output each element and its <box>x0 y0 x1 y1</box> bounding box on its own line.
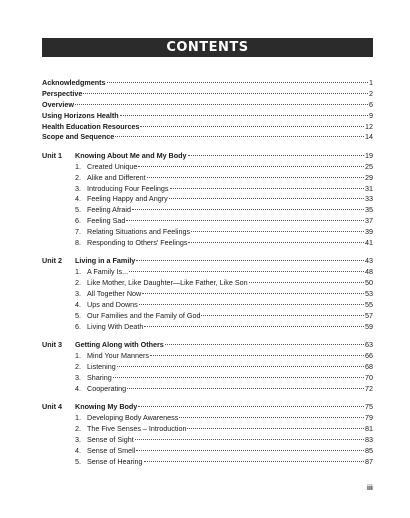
entry-label: Perspective <box>42 88 83 98</box>
table-of-contents <box>42 78 373 467</box>
lesson-number: 2. <box>75 423 81 433</box>
entry-label: Health Education Resources <box>42 121 140 131</box>
lesson-number: 3. <box>75 289 81 299</box>
lesson-label: Listening <box>87 361 116 371</box>
lesson-label: Developing Body Awareness <box>87 412 179 422</box>
unit-number: Unit 1 <box>42 150 62 160</box>
unit-title: Getting Along with Others <box>75 340 164 350</box>
dot-leader <box>201 315 364 316</box>
entry-page: 59 <box>365 321 373 331</box>
entry-page: 6 <box>369 99 373 109</box>
dot-leader <box>136 260 364 261</box>
lesson-label: Like Mother, Like Daughter—Like Father, Like Son <box>87 278 248 288</box>
lesson-number: 5. <box>75 205 81 215</box>
lesson-label: Ups and Downs <box>87 299 138 309</box>
entry-page: 85 <box>365 445 373 455</box>
unit-2-section <box>42 256 373 332</box>
entry-page: 39 <box>365 227 373 237</box>
unit-1-section <box>42 151 373 249</box>
toc-entry <box>42 132 373 143</box>
entry-label: Using Horizons Health <box>42 110 119 120</box>
section-gap <box>42 143 373 151</box>
dot-leader <box>113 377 364 378</box>
entry-page: 72 <box>365 383 373 393</box>
lesson-number: 1. <box>75 267 81 277</box>
dot-leader <box>188 242 364 243</box>
lesson-number: 2. <box>75 172 81 182</box>
dot-leader <box>117 366 364 367</box>
lesson-label: Sense of Smell <box>87 445 136 455</box>
entry-label: Acknowledgments <box>42 78 106 87</box>
lesson-entry <box>42 457 373 468</box>
lesson-number: 1. <box>75 161 81 171</box>
lesson-number: 4. <box>75 299 81 309</box>
dot-leader <box>144 326 364 327</box>
dot-leader <box>75 104 368 105</box>
lesson-label: Feeling Sad <box>87 216 126 226</box>
toc-entry <box>42 111 373 122</box>
lesson-number: 1. <box>75 412 81 422</box>
lesson-label: Alike and Different <box>87 172 146 182</box>
lesson-entry <box>42 384 373 395</box>
unit-heading-row <box>42 151 373 162</box>
lesson-label: Feeling Happy and Angry <box>87 194 168 204</box>
entry-page: 81 <box>365 423 373 433</box>
lesson-number: 3. <box>75 372 81 382</box>
dot-leader <box>179 417 364 418</box>
entry-page: 2 <box>369 88 373 98</box>
unit-title: Living in a Family <box>75 256 136 266</box>
lesson-entry <box>42 413 373 424</box>
lesson-entry <box>42 424 373 435</box>
dot-leader <box>126 220 364 221</box>
lesson-entry <box>42 446 373 457</box>
lesson-label: Living With Death <box>87 321 144 331</box>
lesson-entry <box>42 205 373 216</box>
lesson-number: 8. <box>75 237 81 247</box>
entry-page: 31 <box>365 183 373 193</box>
entry-page: 37 <box>365 216 373 226</box>
entry-page: 55 <box>365 299 373 309</box>
dot-leader <box>170 188 364 189</box>
section-gap <box>42 249 373 257</box>
contents-header: CONTENTS <box>42 38 373 57</box>
lesson-entry <box>42 194 373 205</box>
dot-leader <box>142 293 364 294</box>
front-matter-list <box>42 78 373 143</box>
entry-page: 70 <box>365 372 373 382</box>
lesson-entry <box>42 216 373 227</box>
dot-leader <box>127 388 364 389</box>
unit-title: Knowing My Body <box>75 402 138 412</box>
lesson-number: 2. <box>75 278 81 288</box>
lesson-number: 3. <box>75 183 81 193</box>
dot-leader <box>140 126 364 127</box>
lesson-entry <box>42 300 373 311</box>
dot-leader <box>132 209 364 210</box>
toc-entry <box>42 78 373 89</box>
entry-page: 53 <box>365 289 373 299</box>
lesson-number: 4. <box>75 445 81 455</box>
lesson-label: Feeling Afraid <box>87 205 131 215</box>
dot-leader <box>129 271 364 272</box>
lesson-label: Responding to Others' Feelings <box>87 237 188 247</box>
lesson-label: Our Families and the Family of God <box>87 310 201 320</box>
dot-leader <box>83 93 368 94</box>
lesson-label: The Five Senses – Introduction <box>87 423 187 433</box>
dot-leader <box>115 136 364 137</box>
lesson-label: Introducing Four Feelings <box>87 183 169 193</box>
lesson-number: 7. <box>75 227 81 237</box>
entry-page: 66 <box>365 350 373 360</box>
lesson-entry <box>42 289 373 300</box>
entry-page: 75 <box>365 402 373 412</box>
lesson-entry <box>42 184 373 195</box>
entry-page: 14 <box>365 132 373 142</box>
unit-number: Unit 3 <box>42 340 62 350</box>
dot-leader <box>187 428 364 429</box>
lesson-label: Created Unique <box>87 161 138 171</box>
lesson-entry <box>42 227 373 238</box>
entry-page: 79 <box>365 412 373 422</box>
lesson-entry <box>42 278 373 289</box>
lesson-label: Relating Situations and Feelings <box>87 227 191 237</box>
entry-page: 1 <box>369 78 373 87</box>
toc-entry <box>42 89 373 100</box>
toc-entry <box>42 122 373 133</box>
lesson-entry <box>42 322 373 333</box>
entry-page: 68 <box>365 361 373 371</box>
lesson-entry <box>42 311 373 322</box>
entry-page: 83 <box>365 434 373 444</box>
entry-page: 57 <box>365 310 373 320</box>
dot-leader <box>249 282 364 283</box>
dot-leader <box>135 439 364 440</box>
dot-leader <box>191 231 364 232</box>
dot-leader <box>169 198 364 199</box>
lesson-label: Sense of Hearing <box>87 456 143 466</box>
unit-number: Unit 4 <box>42 402 62 412</box>
toc-entry <box>42 100 373 111</box>
dot-leader <box>139 304 364 305</box>
dot-leader <box>150 355 364 356</box>
lesson-entry <box>42 362 373 373</box>
lesson-entry <box>42 267 373 278</box>
section-gap <box>42 333 373 341</box>
lesson-label: A Family Is... <box>87 267 129 277</box>
section-gap <box>42 395 373 403</box>
unit-3-section <box>42 340 373 394</box>
lesson-entry <box>42 435 373 446</box>
lesson-entry <box>42 373 373 384</box>
unit-title: Knowing About Me and My Body <box>75 150 187 160</box>
entry-page: 48 <box>365 267 373 277</box>
lesson-number: 1. <box>75 350 81 360</box>
entry-page: 35 <box>365 205 373 215</box>
lesson-number: 2. <box>75 361 81 371</box>
dot-leader <box>188 155 364 156</box>
unit-heading-row <box>42 256 373 267</box>
lesson-entry <box>42 162 373 173</box>
dot-leader <box>107 82 368 83</box>
lesson-number: 6. <box>75 321 81 331</box>
entry-page: 12 <box>365 121 373 131</box>
entry-page: 63 <box>365 340 373 350</box>
lesson-label: Cooperating <box>87 383 127 393</box>
entry-page: 50 <box>365 278 373 288</box>
lesson-label: Sense of Sight <box>87 434 134 444</box>
entry-page: 29 <box>365 172 373 182</box>
unit-4-section <box>42 402 373 467</box>
entry-label: Overview <box>42 99 74 109</box>
dot-leader <box>138 166 364 167</box>
lesson-entry <box>42 351 373 362</box>
lesson-label: All Together Now <box>87 289 142 299</box>
unit-heading-row <box>42 402 373 413</box>
entry-label: Scope and Sequence <box>42 132 115 142</box>
unit-number: Unit 2 <box>42 256 62 266</box>
lesson-number: 6. <box>75 216 81 226</box>
lesson-entry <box>42 173 373 184</box>
entry-page: 25 <box>365 161 373 171</box>
dot-leader <box>144 461 364 462</box>
lesson-entry <box>42 238 373 249</box>
lesson-number: 5. <box>75 310 81 320</box>
lesson-number: 4. <box>75 194 81 204</box>
entry-page: 33 <box>365 194 373 204</box>
entry-page: 9 <box>369 110 373 120</box>
lesson-number: 4. <box>75 383 81 393</box>
lesson-label: Mind Your Manners <box>87 350 149 360</box>
page-number: iii <box>367 485 373 492</box>
dot-leader <box>147 177 364 178</box>
entry-page: 87 <box>365 456 373 466</box>
entry-page: 41 <box>365 237 373 247</box>
lesson-number: 3. <box>75 434 81 444</box>
dot-leader <box>138 406 364 407</box>
dot-leader <box>136 450 364 451</box>
entry-page: 19 <box>365 150 373 160</box>
unit-heading-row <box>42 340 373 351</box>
dot-leader <box>165 344 364 345</box>
lesson-label: Sharing <box>87 372 112 382</box>
entry-page: 43 <box>365 256 373 266</box>
lesson-number: 5. <box>75 456 81 466</box>
dot-leader <box>120 115 368 116</box>
